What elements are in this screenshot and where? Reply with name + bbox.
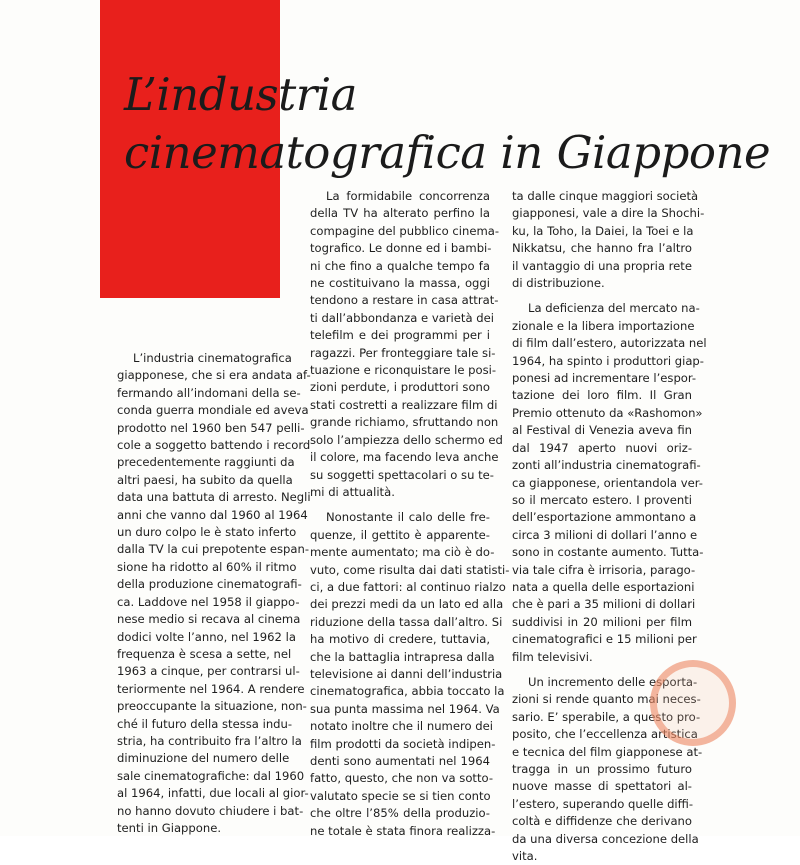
text-line: sione ha ridotto al 60% il ritmo — [117, 559, 297, 574]
text-line: giapponesi, vale a dire la Shochi- — [512, 206, 705, 221]
text-line: e tecnica del film giapponese at- — [512, 744, 703, 759]
text-line: data una battuta di arresto. Negli — [117, 490, 311, 505]
article-title — [124, 66, 770, 182]
text-line: ca. Laddove nel 1958 il giappo- — [117, 594, 300, 609]
text-line: prodotto nel 1960 ben 547 pelli- — [117, 420, 305, 435]
text-line: denti sono aumentati nel 1964 — [310, 754, 490, 768]
text-line: Premio ottenuto da «Rashomon» — [512, 405, 703, 420]
text-column-1 — [117, 350, 311, 837]
text-line: ni che fino a qualche tempo fa — [310, 258, 490, 273]
text-line: fermando all’indomani della se- — [117, 385, 301, 400]
text-line: Un incremento delle esporta- — [528, 674, 698, 689]
text-line: un duro colpo le è stato inferto — [117, 525, 297, 540]
text-line: Nonostante il calo delle fre- — [326, 510, 490, 525]
text-line: vuto, come risulta dai dati statisti- — [310, 562, 510, 577]
text-line: sario. E’ sperabile, a questo pro- — [512, 709, 701, 724]
text-line: zonti all’industria cinematografi- — [512, 458, 701, 473]
text-line: dal 1947 aperto nuovi oriz- — [512, 440, 692, 455]
text-line: nese medio si recava al cinema — [117, 612, 301, 627]
text-line: quenze, il gettito è apparente- — [310, 527, 490, 542]
text-line: cole a soggetto battendo i record — [117, 438, 311, 453]
text-line: di distribuzione. — [512, 276, 605, 291]
text-line: stria, ha contribuito fra l’altro la — [117, 733, 302, 748]
text-line: ne costituivano la massa, oggi — [310, 276, 490, 291]
text-line: fatto, questo, che non va sotto- — [310, 771, 494, 786]
text-line: mente aumentato; ma ciò è do- — [310, 545, 495, 560]
text-line: sua punta massima nel 1964. Va — [310, 701, 500, 716]
text-line: Nikkatsu, che hanno fra l’altro — [512, 241, 692, 256]
paragraph-gap — [310, 501, 490, 509]
text-line: nuove masse di spettatori al- — [512, 779, 692, 794]
text-line: tendono a restare in casa attrat- — [310, 293, 499, 308]
text-line: ca giapponese, orientandola ver- — [512, 475, 703, 490]
text-line: solo l’ampiezza dello schermo ed — [310, 432, 503, 447]
text-line: sono in costante aumento. Tutta- — [512, 545, 704, 560]
text-line: al Festival di Venezia aveva fin — [512, 423, 692, 438]
title-line-1: L’industria — [124, 68, 357, 121]
text-line: mi di attualità. — [310, 484, 395, 499]
text-line: frequenza è scesa a sette, nel — [117, 646, 292, 661]
text-line: telefilm e dei programmi per i — [310, 328, 490, 343]
text-line: posito, che l’eccellenza artistica — [512, 727, 698, 742]
text-line: riduzione della tassa dall’altro. Si — [310, 614, 503, 629]
text-line: zionale e la libera importazione — [512, 318, 695, 333]
text-line: ta dalle cinque maggiori società — [512, 189, 699, 203]
text-line: stati costretti a realizzare film di — [310, 397, 498, 412]
text-line: tenti in Giappone. — [117, 820, 222, 835]
text-line: anni che vanno dal 1960 al 1964 — [117, 507, 308, 522]
text-line: cinematografici e 15 milioni per — [512, 632, 697, 647]
text-line: ragazzi. Per fronteggiare tale si- — [310, 345, 496, 360]
text-line: conda guerra mondiale ed aveva — [117, 403, 309, 418]
text-line: da una diversa concezione della — [512, 831, 699, 846]
text-line: ci, a due fattori: al continuo rialzo — [310, 579, 506, 594]
text-line: La formidabile concorrenza — [326, 189, 490, 203]
text-line: al 1964, infatti, due locali al gior- — [117, 786, 309, 801]
text-line: film televisivi. — [512, 649, 593, 664]
text-line: ne totale è stata finora realizza- — [310, 823, 496, 838]
text-line: ti dall’abbondanza e varietà dei — [310, 310, 494, 325]
paragraph-gap — [512, 292, 692, 300]
text-line: coltà e diffidenze che derivano — [512, 814, 692, 829]
text-line: 1963 a cinque, per contrarsi ul- — [117, 664, 300, 679]
text-line: giapponese, che si era andata af- — [117, 368, 311, 383]
text-line: l’estero, superando quelle diffi- — [512, 796, 694, 811]
title-line-2: cinematografica in Giappone — [124, 126, 771, 179]
text-line: sale cinematografiche: dal 1960 — [117, 768, 305, 783]
text-line: circa 3 milioni di dollari l’anno e — [512, 527, 698, 542]
text-line: vita. — [512, 849, 538, 864]
text-line: dalla TV la cui prepotente espan- — [117, 542, 310, 557]
text-line: dei prezzi medi da un lato ed alla — [310, 597, 504, 612]
text-line: grande richiamo, sfruttando non — [310, 415, 499, 430]
text-line: su soggetti spettacolari o su te- — [310, 467, 494, 482]
text-line: notato inoltre che il numero dei — [310, 719, 493, 734]
text-line: 1964, ha spinto i produttori giap- — [512, 353, 704, 368]
text-line: dodici volte l’anno, nel 1962 la — [117, 629, 296, 644]
text-line: tazione dei loro film. Il Gran — [512, 388, 692, 403]
text-line: valutato specie se si tien conto — [310, 788, 491, 803]
text-line: il vantaggio di una propria rete — [512, 258, 692, 273]
text-line: televisione ai danni dell’industria — [310, 666, 503, 681]
text-line: suddivisi in 20 milioni per film — [512, 614, 692, 629]
text-line: preoccupante la situazione, non- — [117, 699, 307, 714]
text-line: precedentemente raggiunti da — [117, 455, 295, 470]
text-line: che è pari a 35 milioni di dollari — [512, 597, 696, 612]
text-line: dell’esportazione ammontano a — [512, 510, 697, 525]
text-line: che oltre l’85% della produzio- — [310, 806, 490, 821]
text-line: zioni si rende quanto mai neces- — [512, 692, 701, 707]
text-line: ponesi ad incrementare l’espor- — [512, 371, 697, 386]
text-line: tuazione e riconquistare le posi- — [310, 363, 497, 378]
text-line: tragga in un prossimo futuro — [512, 762, 692, 776]
text-line: diminuzione del numero delle — [117, 751, 290, 766]
text-line: tografico. Le donne ed i bambi- — [310, 241, 492, 256]
text-line: della TV ha alterato perfino la — [310, 206, 490, 221]
text-line: ha motivo di credere, tuttavia, — [310, 632, 490, 647]
text-line: nata a quella delle esportazioni — [512, 579, 695, 594]
text-line: della produzione cinematografi- — [117, 577, 302, 592]
text-column-3 — [512, 188, 707, 865]
text-line: film prodotti da società indipen- — [310, 736, 496, 751]
text-line: teriormente nel 1964. A rendere — [117, 681, 305, 696]
text-line: cinematografica, abbia toccato la — [310, 684, 505, 699]
text-line: zioni perdute, i produttori sono — [310, 380, 490, 395]
text-line: ku, la Toho, la Daiei, la Toei e la — [512, 223, 694, 238]
text-line: compagine del pubblico cinema- — [310, 223, 500, 238]
text-line: altri paesi, ha subito da quella — [117, 472, 293, 487]
text-line: che la battaglia intrapresa dalla — [310, 649, 495, 664]
text-line: il colore, ma facendo leva anche — [310, 450, 499, 465]
text-line: via tale cifra è irrisoria, parago- — [512, 562, 696, 577]
text-line: L’industria cinematografica — [133, 351, 292, 365]
text-line: so il mercato estero. I proventi — [512, 492, 692, 507]
text-line: no hanno dovuto chiudere i bat- — [117, 803, 304, 818]
text-line: di film dall’estero, autorizzata nel — [512, 336, 707, 351]
text-line: La deficienza del mercato na- — [528, 301, 700, 316]
text-line: ché il futuro della stessa indu- — [117, 716, 293, 731]
watermark-stamp — [650, 660, 736, 746]
text-column-2 — [310, 188, 510, 840]
